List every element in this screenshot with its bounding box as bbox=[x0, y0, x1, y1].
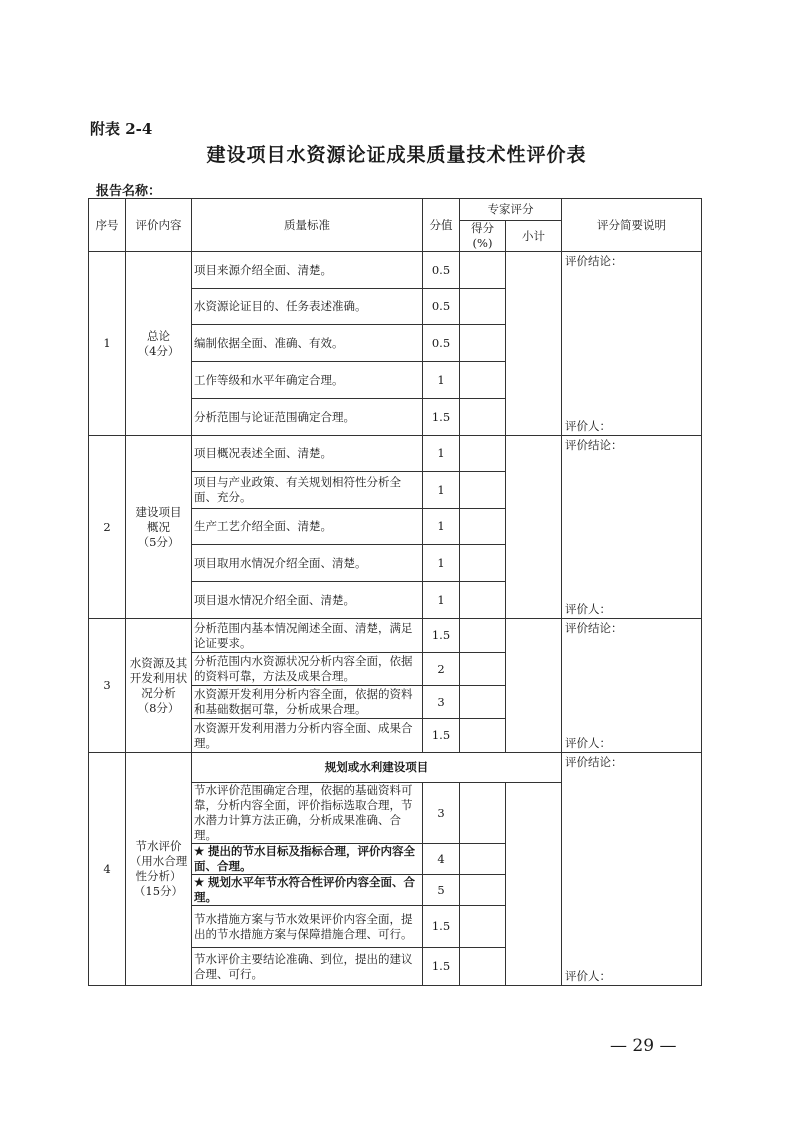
page-title: 建设项目水资源论证成果质量技术性评价表 bbox=[206, 144, 587, 166]
got-score-cell[interactable] bbox=[460, 252, 506, 289]
score-value: 1 bbox=[423, 545, 460, 582]
score-value: 1.5 bbox=[423, 948, 460, 986]
quality-standard: 水资源开发利用潜力分析内容全面、成果合理。 bbox=[192, 719, 423, 753]
table-row bbox=[89, 619, 702, 653]
appendix-label: 附表 2-4 bbox=[90, 120, 153, 138]
note-conclusion-label: 评价结论： bbox=[565, 621, 623, 635]
quality-standard: 工作等级和水平年确定合理。 bbox=[192, 362, 423, 399]
got-score-cell[interactable] bbox=[460, 653, 506, 686]
header-content: 评价内容 bbox=[126, 199, 192, 252]
section-content: 总论 （4分） bbox=[126, 252, 192, 436]
table-row bbox=[89, 753, 702, 783]
got-score-cell[interactable] bbox=[460, 582, 506, 619]
got-score-cell[interactable] bbox=[460, 436, 506, 472]
table-body bbox=[89, 252, 702, 986]
quality-standard: 生产工艺介绍全面、清楚。 bbox=[192, 509, 423, 545]
table-row bbox=[89, 252, 702, 289]
header-standard: 质量标准 bbox=[192, 199, 423, 252]
quality-standard: 水资源论证目的、任务表述准确。 bbox=[192, 289, 423, 325]
subtotal-cell[interactable] bbox=[506, 436, 562, 619]
note-conclusion-label: 评价结论： bbox=[565, 254, 623, 268]
standard-text: 规划水平年节水符合性评价内容全面、合理。 bbox=[194, 875, 415, 904]
score-value: 1 bbox=[423, 436, 460, 472]
note-conclusion-label: 评价结论： bbox=[565, 755, 623, 769]
section-number: 3 bbox=[89, 619, 126, 753]
got-score-cell[interactable] bbox=[460, 719, 506, 753]
got-score-cell[interactable] bbox=[460, 545, 506, 582]
got-score-cell[interactable] bbox=[460, 325, 506, 362]
standard-text: 提出的节水目标及指标合理，评价内容全面、合理。 bbox=[194, 844, 415, 873]
note-cell[interactable] bbox=[562, 252, 702, 436]
got-score-cell[interactable] bbox=[460, 906, 506, 948]
evaluation-table bbox=[88, 198, 702, 986]
score-value: 0.5 bbox=[423, 289, 460, 325]
section-number: 1 bbox=[89, 252, 126, 436]
score-value: 1 bbox=[423, 362, 460, 399]
score-value: 2 bbox=[423, 653, 460, 686]
quality-standard: 项目与产业政策、有关规划相符性分析全面、充分。 bbox=[192, 472, 423, 509]
got-score-cell[interactable] bbox=[460, 619, 506, 653]
table-row bbox=[89, 436, 702, 472]
note-reviewer-label: 评价人： bbox=[565, 969, 611, 983]
quality-standard: 项目取用水情况介绍全面、清楚。 bbox=[192, 545, 423, 582]
quality-standard: 编制依据全面、准确、有效。 bbox=[192, 325, 423, 362]
got-score-cell[interactable] bbox=[460, 948, 506, 986]
header-score: 分值 bbox=[423, 199, 460, 252]
subtotal-cell[interactable] bbox=[506, 252, 562, 436]
header-got: 得分(%) bbox=[460, 221, 506, 252]
quality-standard: 分析范围内基本情况阐述全面、清楚，满足论证要求。 bbox=[192, 619, 423, 653]
score-value: 1.5 bbox=[423, 906, 460, 948]
quality-standard: 节水评价主要结论准确、到位，提出的建议合理、可行。 bbox=[192, 948, 423, 986]
score-value: 0.5 bbox=[423, 325, 460, 362]
section-number: 4 bbox=[89, 753, 126, 986]
got-score-cell[interactable] bbox=[460, 783, 506, 844]
page-number: — 29 — bbox=[610, 1036, 677, 1056]
got-score-cell[interactable] bbox=[460, 509, 506, 545]
score-value: 0.5 bbox=[423, 252, 460, 289]
quality-standard bbox=[192, 844, 423, 875]
score-value: 1.5 bbox=[423, 719, 460, 753]
score-value: 5 bbox=[423, 875, 460, 906]
quality-standard: 项目概况表述全面、清楚。 bbox=[192, 436, 423, 472]
note-cell[interactable] bbox=[562, 619, 702, 753]
section-content: 水资源及其 开发利用状 况分析 （8分） bbox=[126, 619, 192, 753]
score-value: 1 bbox=[423, 509, 460, 545]
note-reviewer-label: 评价人： bbox=[565, 602, 611, 616]
quality-standard: 节水措施方案与节水效果评价内容全面，提出的节水措施方案与保障措施合理、可行。 bbox=[192, 906, 423, 948]
note-cell[interactable] bbox=[562, 753, 702, 986]
section-number: 2 bbox=[89, 436, 126, 619]
note-reviewer-label: 评价人： bbox=[565, 736, 611, 750]
header-subtotal: 小计 bbox=[506, 221, 562, 252]
sub-heading: 规划或水利建设项目 bbox=[192, 753, 562, 783]
subtotal-cell[interactable] bbox=[506, 783, 562, 986]
got-score-cell[interactable] bbox=[460, 399, 506, 436]
got-score-cell[interactable] bbox=[460, 289, 506, 325]
score-value: 3 bbox=[423, 686, 460, 719]
header-no: 序号 bbox=[89, 199, 126, 252]
quality-standard: 项目退水情况介绍全面、清楚。 bbox=[192, 582, 423, 619]
note-cell[interactable] bbox=[562, 436, 702, 619]
note-reviewer-label: 评价人： bbox=[565, 419, 611, 433]
report-name-label: 报告名称： bbox=[96, 184, 162, 199]
header-expert: 专家评分 bbox=[460, 199, 562, 221]
quality-standard: 分析范围内水资源状况分析内容全面，依据的资料可靠，方法及成果合理。 bbox=[192, 653, 423, 686]
header-note: 评分简要说明 bbox=[562, 199, 702, 252]
score-value: 1.5 bbox=[423, 619, 460, 653]
got-score-cell[interactable] bbox=[460, 875, 506, 906]
star-icon: ★ bbox=[194, 844, 205, 858]
quality-standard: 水资源开发利用分析内容全面，依据的资料和基础数据可靠，分析成果合理。 bbox=[192, 686, 423, 719]
quality-standard: 分析范围与论证范围确定合理。 bbox=[192, 399, 423, 436]
got-score-cell[interactable] bbox=[460, 362, 506, 399]
subtotal-cell[interactable] bbox=[506, 619, 562, 753]
score-value: 1 bbox=[423, 472, 460, 509]
quality-standard: 项目来源介绍全面、清楚。 bbox=[192, 252, 423, 289]
score-value: 3 bbox=[423, 783, 460, 844]
section-content: 节水评价 （用水合理 性分析） （15分） bbox=[126, 753, 192, 986]
score-value: 1.5 bbox=[423, 399, 460, 436]
score-value: 4 bbox=[423, 844, 460, 875]
got-score-cell[interactable] bbox=[460, 844, 506, 875]
star-icon: ★ bbox=[194, 875, 205, 889]
quality-standard bbox=[192, 875, 423, 906]
note-conclusion-label: 评价结论： bbox=[565, 438, 623, 452]
quality-standard: 节水评价范围确定合理，依据的基础资料可靠，分析内容全面，评价指标选取合理，节水潜力计算方法正确，分析成果准确、合理。 bbox=[192, 783, 423, 844]
score-value: 1 bbox=[423, 582, 460, 619]
got-score-cell[interactable] bbox=[460, 472, 506, 509]
got-score-cell[interactable] bbox=[460, 686, 506, 719]
section-content: 建设项目 概况 （5分） bbox=[126, 436, 192, 619]
